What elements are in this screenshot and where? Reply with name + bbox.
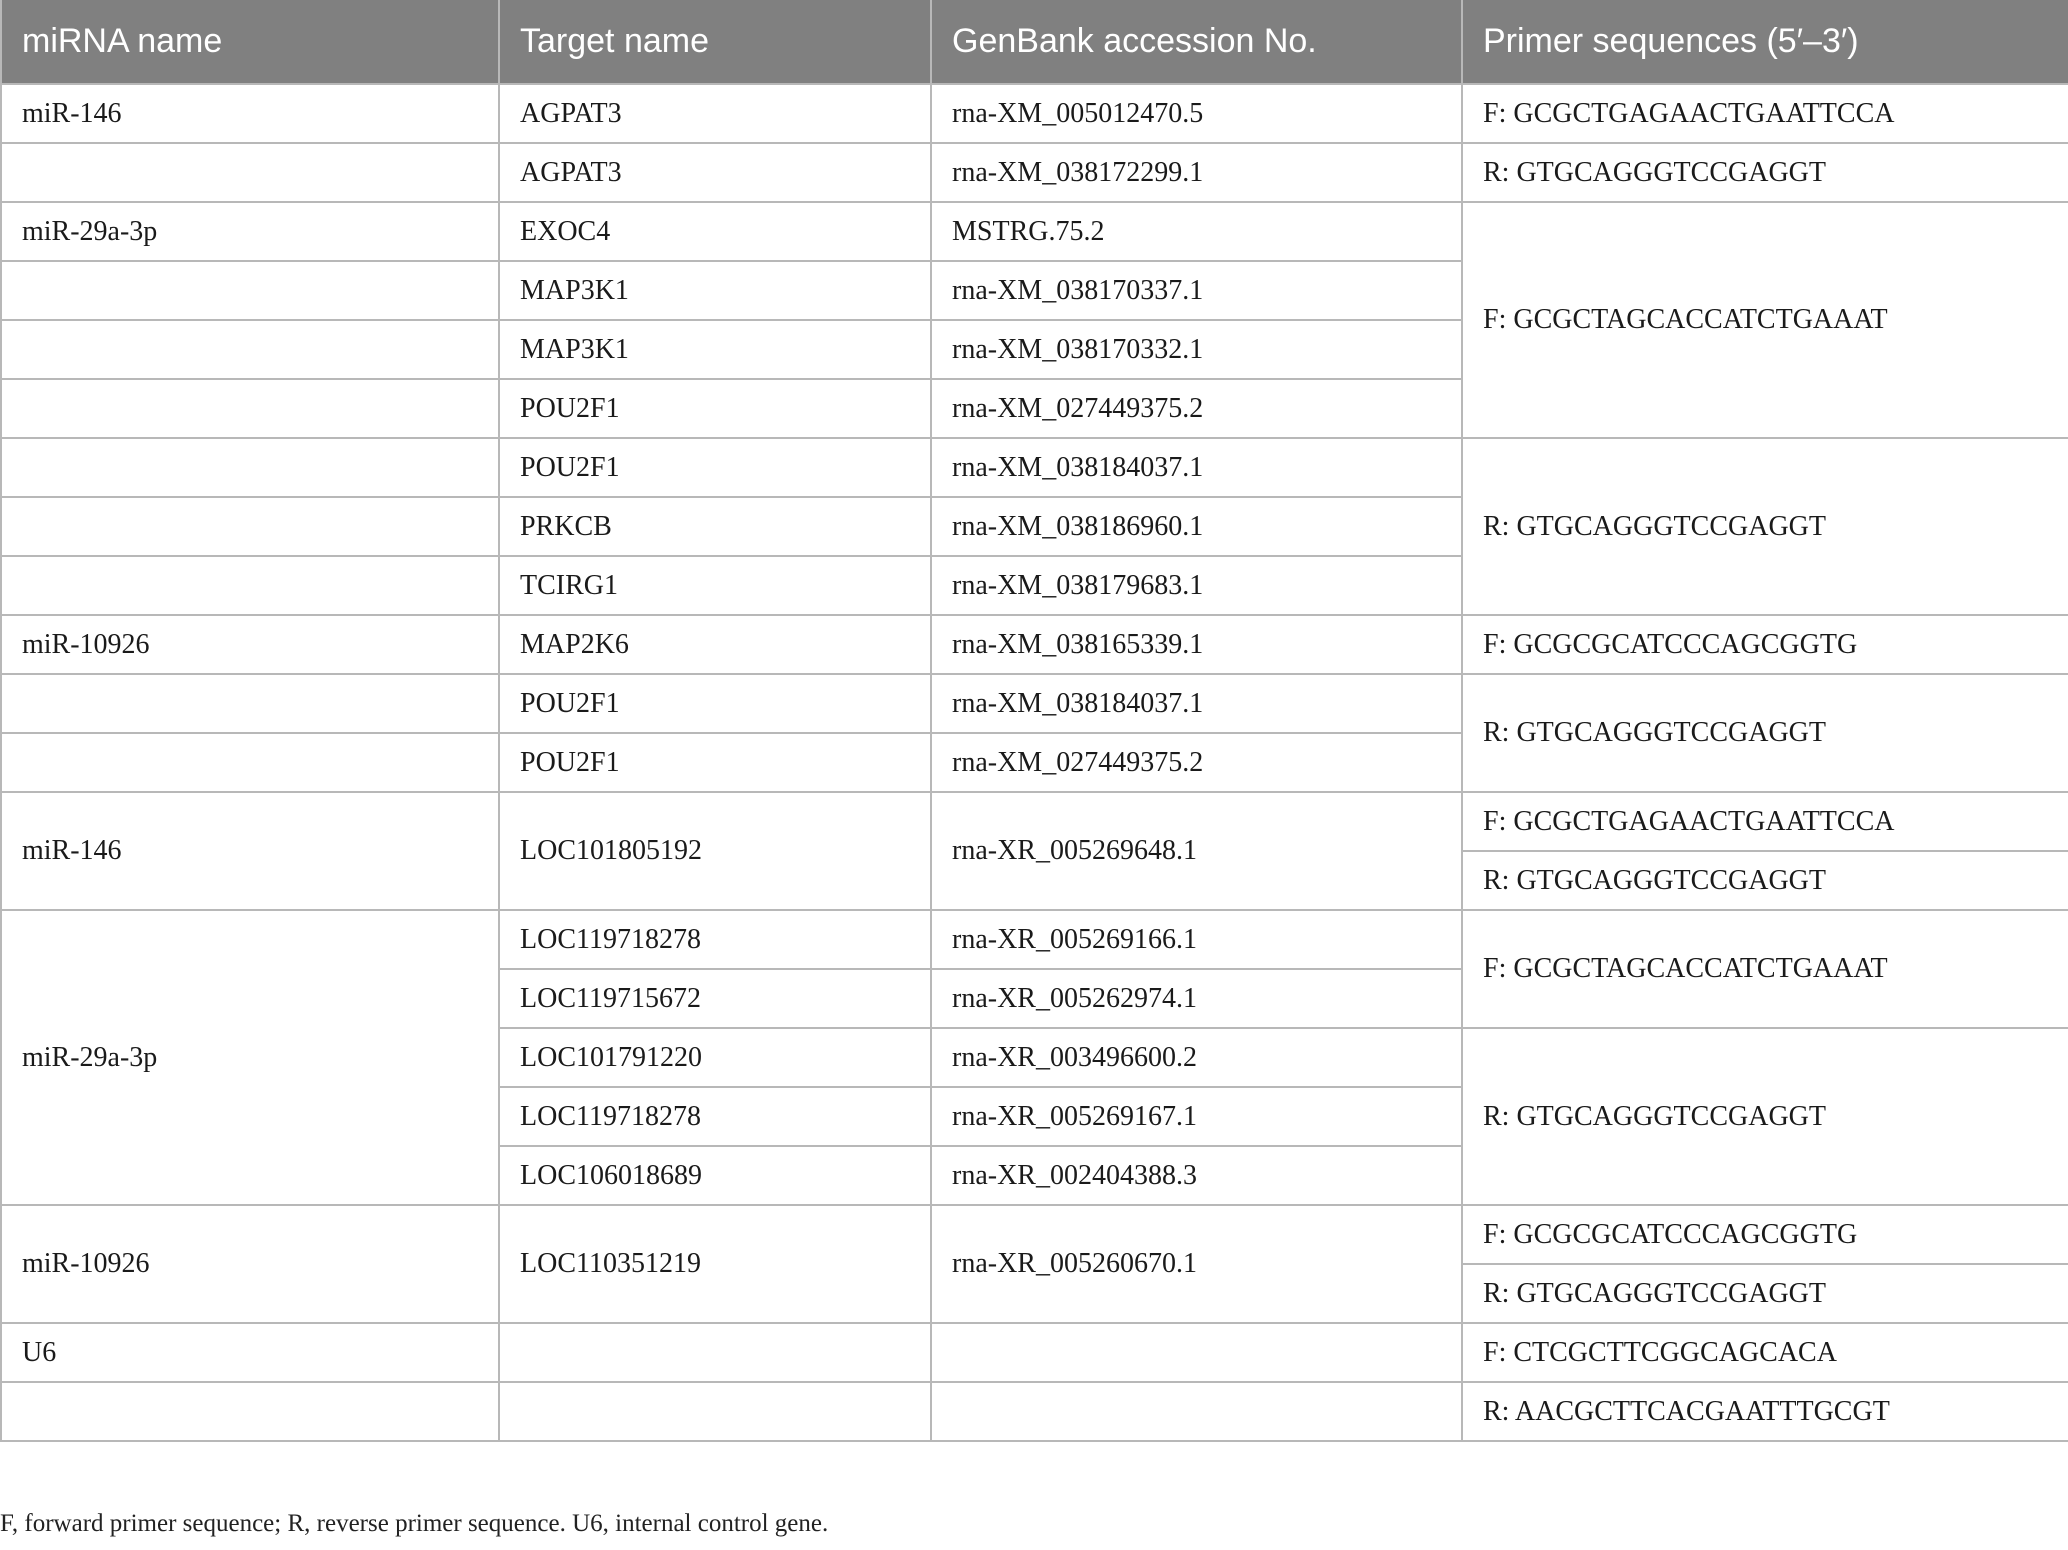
table-row xyxy=(1,615,2068,674)
accession-cell: rna-XM_038170337.1 xyxy=(931,261,1462,320)
mirna-cell: miR-29a-3p xyxy=(1,202,499,261)
primer-cell: R: GTGCAGGGTCCGAGGT xyxy=(1462,1028,2068,1205)
primer-cell: F: GCGCTGAGAACTGAATTCCA xyxy=(1462,84,2068,143)
target-cell: LOC119718278 xyxy=(499,910,931,969)
mirna-cell xyxy=(1,733,499,792)
mirna-cell xyxy=(1,1382,499,1441)
accession-cell: rna-XR_005260670.1 xyxy=(931,1205,1462,1323)
mirna-cell: miR-146 xyxy=(1,792,499,910)
accession-cell xyxy=(931,1382,1462,1441)
primer-cell: R: GTGCAGGGTCCGAGGT xyxy=(1462,1264,2068,1323)
target-cell: POU2F1 xyxy=(499,733,931,792)
mirna-cell xyxy=(1,379,499,438)
target-cell xyxy=(499,1323,931,1382)
accession-cell: rna-XR_005269648.1 xyxy=(931,792,1462,910)
mirna-cell: miR-10926 xyxy=(1,615,499,674)
table-row xyxy=(1,438,2068,497)
table-row xyxy=(1,792,2068,851)
accession-cell: rna-XM_027449375.2 xyxy=(931,379,1462,438)
header-mirna-name: miRNA name xyxy=(1,0,499,84)
target-cell: POU2F1 xyxy=(499,674,931,733)
primer-cell: R: GTGCAGGGTCCGAGGT xyxy=(1462,438,2068,615)
accession-cell: MSTRG.75.2 xyxy=(931,202,1462,261)
accession-cell xyxy=(931,1323,1462,1382)
accession-cell: rna-XM_027449375.2 xyxy=(931,733,1462,792)
target-cell: AGPAT3 xyxy=(499,84,931,143)
mirna-cell xyxy=(1,556,499,615)
target-cell: PRKCB xyxy=(499,497,931,556)
mirna-cell xyxy=(1,261,499,320)
header-target-name: Target name xyxy=(499,0,931,84)
primer-cell: R: AACGCTTCACGAATTTGCGT xyxy=(1462,1382,2068,1441)
table-row xyxy=(1,674,2068,733)
primer-cell: R: GTGCAGGGTCCGAGGT xyxy=(1462,674,2068,792)
target-cell: LOC119718278 xyxy=(499,1087,931,1146)
target-cell: TCIRG1 xyxy=(499,556,931,615)
table-row xyxy=(1,84,2068,143)
target-cell: POU2F1 xyxy=(499,379,931,438)
table-row xyxy=(1,1382,2068,1441)
accession-cell: rna-XR_003496600.2 xyxy=(931,1028,1462,1087)
accession-cell: rna-XM_038184037.1 xyxy=(931,674,1462,733)
accession-cell: rna-XM_005012470.5 xyxy=(931,84,1462,143)
table-row xyxy=(1,1323,2068,1382)
accession-cell: rna-XR_005269166.1 xyxy=(931,910,1462,969)
table-header-row xyxy=(1,0,2068,84)
accession-cell: rna-XM_038179683.1 xyxy=(931,556,1462,615)
target-cell: MAP3K1 xyxy=(499,320,931,379)
target-cell: LOC119715672 xyxy=(499,969,931,1028)
primer-cell: R: GTGCAGGGTCCGAGGT xyxy=(1462,851,2068,910)
target-cell: LOC106018689 xyxy=(499,1146,931,1205)
target-cell: AGPAT3 xyxy=(499,143,931,202)
target-cell: LOC101791220 xyxy=(499,1028,931,1087)
mirna-cell xyxy=(1,497,499,556)
primer-cell: F: GCGCTAGCACCATCTGAAAT xyxy=(1462,202,2068,438)
target-cell: LOC101805192 xyxy=(499,792,931,910)
primer-cell: F: GCGCGCATCCCAGCGGTG xyxy=(1462,615,2068,674)
mirna-cell xyxy=(1,674,499,733)
accession-cell: rna-XM_038184037.1 xyxy=(931,438,1462,497)
mirna-cell: miR-29a-3p xyxy=(1,910,499,1205)
accession-cell: rna-XM_038165339.1 xyxy=(931,615,1462,674)
primer-cell: F: GCGCGCATCCCAGCGGTG xyxy=(1462,1205,2068,1264)
table-row xyxy=(1,143,2068,202)
target-cell: MAP3K1 xyxy=(499,261,931,320)
primer-cell: R: GTGCAGGGTCCGAGGT xyxy=(1462,143,2068,202)
accession-cell: rna-XM_038186960.1 xyxy=(931,497,1462,556)
primer-cell: F: CTCGCTTCGGCAGCACA xyxy=(1462,1323,2068,1382)
primer-cell: F: GCGCTAGCACCATCTGAAAT xyxy=(1462,910,2068,1028)
mirna-cell: U6 xyxy=(1,1323,499,1382)
mirna-cell: miR-10926 xyxy=(1,1205,499,1323)
accession-cell: rna-XR_002404388.3 xyxy=(931,1146,1462,1205)
accession-cell: rna-XR_005262974.1 xyxy=(931,969,1462,1028)
mirna-cell: miR-146 xyxy=(1,84,499,143)
target-cell xyxy=(499,1382,931,1441)
target-cell: POU2F1 xyxy=(499,438,931,497)
table-footnote: F, forward primer sequence; R, reverse primer sequence. U6, internal control gene. xyxy=(0,1510,829,1537)
accession-cell: rna-XM_038172299.1 xyxy=(931,143,1462,202)
header-genbank-accession: GenBank accession No. xyxy=(931,0,1462,84)
table-row xyxy=(1,1205,2068,1264)
target-cell: EXOC4 xyxy=(499,202,931,261)
accession-cell: rna-XR_005269167.1 xyxy=(931,1087,1462,1146)
target-cell: MAP2K6 xyxy=(499,615,931,674)
mirna-cell xyxy=(1,438,499,497)
primer-cell: F: GCGCTGAGAACTGAATTCCA xyxy=(1462,792,2068,851)
mirna-cell xyxy=(1,320,499,379)
table-row xyxy=(1,910,2068,969)
target-cell: LOC110351219 xyxy=(499,1205,931,1323)
header-primer-sequences: Primer sequences (5′–3′) xyxy=(1462,0,2068,84)
table-row xyxy=(1,202,2068,261)
accession-cell: rna-XM_038170332.1 xyxy=(931,320,1462,379)
mirna-cell xyxy=(1,143,499,202)
